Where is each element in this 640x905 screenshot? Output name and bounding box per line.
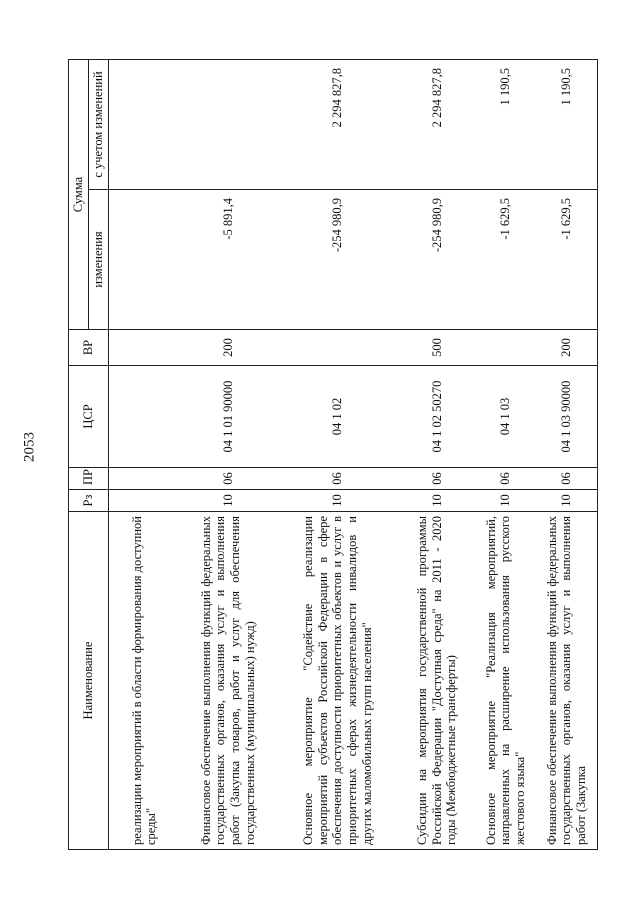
row-pr: 06 — [536, 468, 597, 490]
row-total: 1 190,5 — [475, 60, 536, 190]
row-changes — [109, 190, 180, 330]
row-rz: 10 — [277, 490, 399, 512]
header-changes: изменения — [89, 190, 109, 330]
row-total — [109, 60, 180, 190]
budget-table-rotated — [68, 60, 598, 850]
table-row — [536, 60, 597, 850]
row-csr: 04 1 03 — [475, 366, 536, 468]
row-total: 2 294 827,8 — [399, 60, 475, 190]
row-changes: -254 980,9 — [399, 190, 475, 330]
row-name: Финансовое обеспечение выполнения функций федеральных государственных органов, оказания услуг и выполнения работ (Закупка — [536, 512, 597, 850]
row-rz: 10 — [399, 490, 475, 512]
row-vr — [475, 330, 536, 366]
row-rz: 10 — [180, 490, 277, 512]
row-csr: 04 1 02 — [277, 366, 399, 468]
header-vr: ВР — [69, 330, 109, 366]
row-total: 1 190,5 — [536, 60, 597, 190]
row-csr: 04 1 02 50270 — [399, 366, 475, 468]
page-number: 2053 — [21, 432, 38, 462]
row-name: Основное мероприятие "Содействие реализации мероприятий субъектов Российской Федерации в сфере обеспечения доступности приоритетных объектов и услуг в приоритетных сферах жизнедеятельности инвалидов и других маломобильных групп населения" — [277, 512, 399, 850]
row-changes: -1 629,5 — [475, 190, 536, 330]
row-rz: 10 — [536, 490, 597, 512]
header-name: Наименование — [69, 512, 109, 850]
table-row — [180, 60, 277, 850]
table-row — [277, 60, 399, 850]
row-name: реализации мероприятий в области формирования доступной среды" — [109, 512, 180, 850]
header-sum: Сумма — [69, 60, 89, 330]
row-changes: -1 629,5 — [536, 190, 597, 330]
row-pr — [109, 468, 180, 490]
row-csr: 04 1 01 90000 — [180, 366, 277, 468]
table-row — [475, 60, 536, 850]
row-total — [180, 60, 277, 190]
row-vr — [277, 330, 399, 366]
row-rz — [109, 490, 180, 512]
table-row — [109, 60, 180, 850]
budget-table — [68, 59, 598, 850]
row-vr: 200 — [536, 330, 597, 366]
header-row — [69, 60, 89, 850]
header-csr: ЦСР — [69, 366, 109, 468]
row-pr: 06 — [180, 468, 277, 490]
row-pr: 06 — [277, 468, 399, 490]
row-csr: 04 1 03 90000 — [536, 366, 597, 468]
row-pr: 06 — [399, 468, 475, 490]
row-vr: 500 — [399, 330, 475, 366]
header-with-changes: с учетом изменений — [89, 60, 109, 190]
row-name: Основное мероприятие "Реализация мероприятий, направленных на расширение использования русского жестового языка" — [475, 512, 536, 850]
row-total: 2 294 827,8 — [277, 60, 399, 190]
header-rz: Рз — [69, 490, 109, 512]
row-pr: 06 — [475, 468, 536, 490]
row-vr: 200 — [180, 330, 277, 366]
header-pr: ПР — [69, 468, 109, 490]
row-rz: 10 — [475, 490, 536, 512]
row-changes: -254 980,9 — [277, 190, 399, 330]
row-csr — [109, 366, 180, 468]
row-changes: -5 891,4 — [180, 190, 277, 330]
row-vr — [109, 330, 180, 366]
table-row — [399, 60, 475, 850]
row-name: Финансовое обеспечение выполнения функций федеральных государственных органов, оказания услуг и выполнения работ (Закупка товаров, работ и услуг для обеспечения государственных (муниципальных) нужд) — [180, 512, 277, 850]
row-name: Субсидии на мероприятия государственной программы Российской Федерации "Доступная среда" на 2011 - 2020 годы (Межбюджетные трансферты) — [399, 512, 475, 850]
